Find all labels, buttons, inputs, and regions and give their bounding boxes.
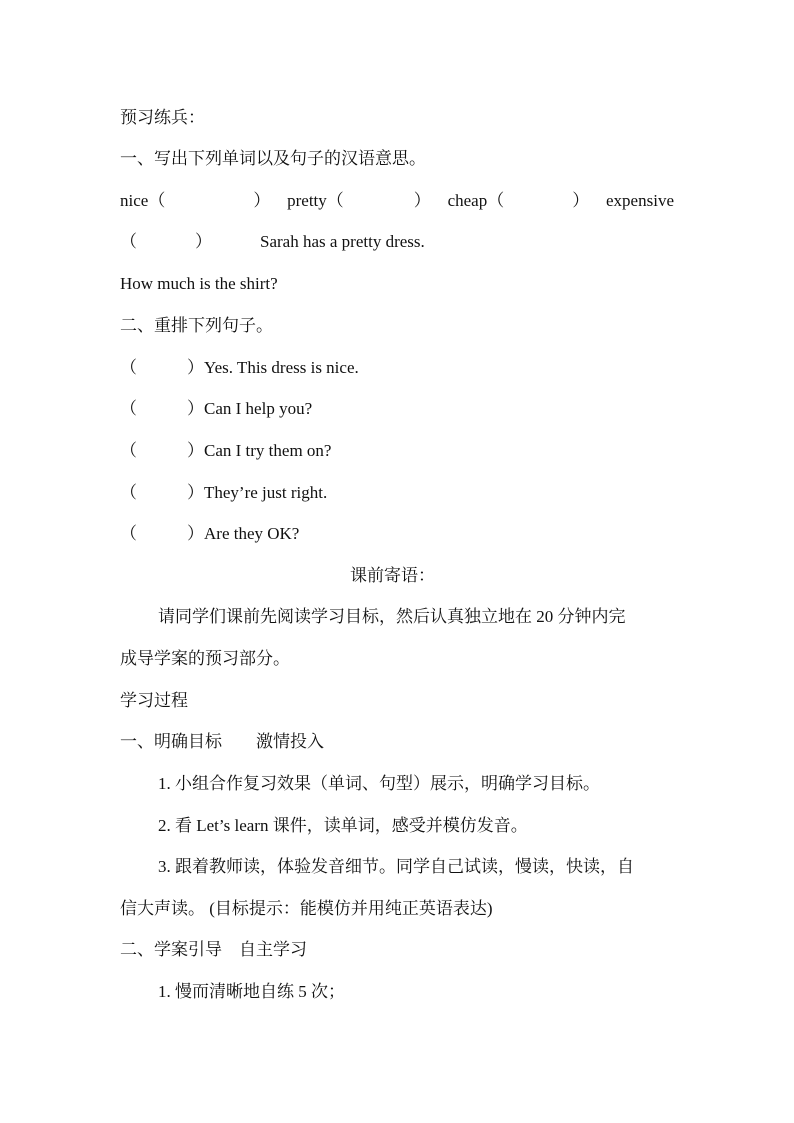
message-title: 课前寄语： xyxy=(350,566,435,585)
sentence-1: Sarah has a pretty dress. xyxy=(260,232,425,251)
message-line-2: 成导学案的预习部分。 xyxy=(120,649,290,668)
reorder-item: （ ）Yes. This dress is nice. xyxy=(120,358,359,377)
word-item: pretty（ ） xyxy=(287,191,431,210)
process-heading: 学习过程 xyxy=(120,691,188,710)
preview-heading: 预习练兵： xyxy=(120,108,205,127)
section-2-title: 二、学案引导 自主学习 xyxy=(120,940,307,959)
part2-title: 二、重排下列句子。 xyxy=(120,316,273,335)
word-list-row xyxy=(120,190,674,212)
section-2-item-1: 1. 慢而清晰地自练 5 次； xyxy=(158,982,345,1001)
part1-title: 一、写出下列单词以及句子的汉语意思。 xyxy=(120,149,426,168)
message-line-1: 请同学们课前先阅读学习目标，然后认真独立地在 20 分钟内完 xyxy=(158,607,626,626)
section-1-item-3: 3. 跟着教师读，体验发音细节。同学自己试读，慢读，快读，自 xyxy=(158,857,634,876)
word-item: nice（ ） xyxy=(120,191,271,210)
reorder-item: （ ）They’re just right. xyxy=(120,483,328,502)
blank-paren: （ ） xyxy=(120,232,212,251)
section-1-item-3-cont: 信大声读。 (目标提示：能模仿并用纯正英语表达) xyxy=(120,899,493,918)
reorder-item: （ ）Are they OK? xyxy=(120,524,300,543)
word-item: cheap（ ） xyxy=(447,191,590,210)
section-1-item-2: 2. 看 Let’s learn 课件，读单词，感受并模仿发音。 xyxy=(158,816,528,835)
word-item: expensive xyxy=(606,191,674,210)
sentence-2: How much is the shirt? xyxy=(120,274,278,293)
reorder-item: （ ）Can I try them on? xyxy=(120,441,332,460)
section-1-item-1: 1. 小组合作复习效果（单词、句型）展示，明确学习目标。 xyxy=(158,774,600,793)
section-1-title: 一、明确目标 激情投入 xyxy=(120,732,324,751)
reorder-item: （ ）Can I help you? xyxy=(120,399,313,418)
